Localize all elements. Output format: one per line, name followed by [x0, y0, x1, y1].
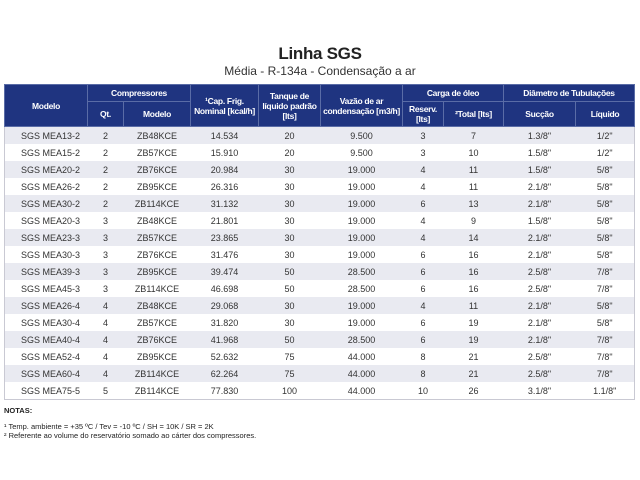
cell-cap-frig: 29.068 — [191, 297, 259, 314]
table-row — [5, 382, 635, 400]
cell-succao: 3.1/8" — [504, 382, 576, 400]
cell-reserv: 4 — [403, 229, 444, 246]
cell-total: 26 — [444, 382, 504, 400]
cell-succao: 1.5/8" — [504, 212, 576, 229]
cell-tanque: 75 — [259, 348, 321, 365]
cell-compressor-model: ZB48KCE — [124, 297, 191, 314]
table-row — [5, 161, 635, 178]
cell-cap-frig: 20.984 — [191, 161, 259, 178]
cell-succao: 2.1/8" — [504, 246, 576, 263]
cell-model: SGS MEA20-3 — [5, 212, 88, 229]
cell-qt: 3 — [88, 263, 124, 280]
cell-vazao: 9.500 — [321, 144, 403, 161]
header-vazao: Vazão de ar condensação [m3/h] — [321, 85, 403, 127]
cell-model: SGS MEA30-4 — [5, 314, 88, 331]
cell-liquido: 5/8" — [576, 178, 635, 195]
cell-compressor-model: ZB114KCE — [124, 280, 191, 297]
header-reserv: Reserv. [lts] — [403, 102, 444, 127]
cell-model: SGS MEA26-4 — [5, 297, 88, 314]
cell-total: 21 — [444, 365, 504, 382]
cell-vazao: 19.000 — [321, 229, 403, 246]
cell-reserv: 6 — [403, 280, 444, 297]
table-row — [5, 127, 635, 145]
header-compressores: Compressores — [88, 85, 191, 102]
cell-vazao: 44.000 — [321, 348, 403, 365]
cell-compressor-model: ZB48KCE — [124, 212, 191, 229]
cell-compressor-model: ZB95KCE — [124, 263, 191, 280]
cell-reserv: 8 — [403, 365, 444, 382]
cell-tanque: 30 — [259, 195, 321, 212]
header-comp-modelo: Modelo — [124, 102, 191, 127]
cell-compressor-model: ZB114KCE — [124, 195, 191, 212]
cell-model: SGS MEA52-4 — [5, 348, 88, 365]
cell-reserv: 4 — [403, 178, 444, 195]
cell-reserv: 3 — [403, 127, 444, 145]
note-2: ² Referente ao volume do reservatório somado ao cárter dos compressores. — [4, 431, 257, 440]
cell-liquido: 7/8" — [576, 280, 635, 297]
cell-liquido: 5/8" — [576, 195, 635, 212]
cell-reserv: 6 — [403, 263, 444, 280]
cell-tanque: 30 — [259, 212, 321, 229]
cell-compressor-model: ZB95KCE — [124, 348, 191, 365]
cell-model: SGS MEA26-2 — [5, 178, 88, 195]
cell-succao: 2.1/8" — [504, 195, 576, 212]
cell-total: 13 — [444, 195, 504, 212]
cell-qt: 2 — [88, 178, 124, 195]
cell-tanque: 75 — [259, 365, 321, 382]
cell-compressor-model: ZB114KCE — [124, 365, 191, 382]
cell-qt: 4 — [88, 331, 124, 348]
cell-reserv: 4 — [403, 212, 444, 229]
cell-succao: 2.1/8" — [504, 178, 576, 195]
cell-compressor-model: ZB57KCE — [124, 229, 191, 246]
cell-reserv: 6 — [403, 195, 444, 212]
cell-tanque: 50 — [259, 280, 321, 297]
cell-tanque: 30 — [259, 229, 321, 246]
cell-total: 11 — [444, 161, 504, 178]
cell-tanque: 30 — [259, 161, 321, 178]
cell-liquido: 1/2" — [576, 144, 635, 161]
cell-total: 7 — [444, 127, 504, 145]
cell-compressor-model: ZB114KCE — [124, 382, 191, 400]
cell-total: 11 — [444, 297, 504, 314]
cell-vazao: 28.500 — [321, 263, 403, 280]
cell-tanque: 20 — [259, 127, 321, 145]
header-modelo: Modelo — [5, 85, 88, 127]
cell-compressor-model: ZB57KCE — [124, 144, 191, 161]
cell-succao: 1.5/8" — [504, 144, 576, 161]
cell-succao: 2.1/8" — [504, 331, 576, 348]
cell-total: 19 — [444, 314, 504, 331]
header-succao: Sucção — [504, 102, 576, 127]
cell-vazao: 19.000 — [321, 246, 403, 263]
table-row — [5, 348, 635, 365]
cell-qt: 4 — [88, 297, 124, 314]
cell-compressor-model: ZB57KCE — [124, 314, 191, 331]
table-row — [5, 229, 635, 246]
specs-table — [4, 84, 635, 400]
cell-vazao: 9.500 — [321, 127, 403, 145]
cell-compressor-model: ZB76KCE — [124, 161, 191, 178]
notes-section — [4, 406, 256, 440]
page-title: Linha SGS — [278, 44, 362, 63]
cell-succao: 2.5/8" — [504, 280, 576, 297]
cell-model: SGS MEA40-4 — [5, 331, 88, 348]
cell-total: 11 — [444, 178, 504, 195]
cell-compressor-model: ZB76KCE — [124, 331, 191, 348]
cell-total: 19 — [444, 331, 504, 348]
cell-succao: 2.5/8" — [504, 365, 576, 382]
cell-reserv: 10 — [403, 382, 444, 400]
cell-liquido: 7/8" — [576, 348, 635, 365]
cell-cap-frig: 77.830 — [191, 382, 259, 400]
cell-liquido: 7/8" — [576, 263, 635, 280]
cell-total: 16 — [444, 280, 504, 297]
cell-tanque: 50 — [259, 331, 321, 348]
cell-model: SGS MEA45-3 — [5, 280, 88, 297]
cell-reserv: 6 — [403, 331, 444, 348]
header-diametro: Diâmetro de Tubulações — [504, 85, 635, 102]
cell-vazao: 19.000 — [321, 212, 403, 229]
cell-tanque: 30 — [259, 297, 321, 314]
header-liquido: Líquido — [576, 102, 635, 127]
cell-cap-frig: 21.801 — [191, 212, 259, 229]
note-1: ¹ Temp. ambiente = +35 ºC / Tev = -10 ºC / SH = 10K / SR = 2K — [4, 422, 214, 431]
cell-reserv: 8 — [403, 348, 444, 365]
cell-vazao: 19.000 — [321, 297, 403, 314]
cell-qt: 2 — [88, 127, 124, 145]
cell-vazao: 19.000 — [321, 178, 403, 195]
table-row — [5, 144, 635, 161]
cell-model: SGS MEA39-3 — [5, 263, 88, 280]
cell-tanque: 50 — [259, 263, 321, 280]
cell-total: 10 — [444, 144, 504, 161]
cell-liquido: 5/8" — [576, 246, 635, 263]
cell-cap-frig: 46.698 — [191, 280, 259, 297]
cell-cap-frig: 39.474 — [191, 263, 259, 280]
cell-reserv: 4 — [403, 161, 444, 178]
cell-tanque: 100 — [259, 382, 321, 400]
cell-liquido: 1/2" — [576, 127, 635, 145]
cell-qt: 4 — [88, 348, 124, 365]
cell-cap-frig: 52.632 — [191, 348, 259, 365]
cell-liquido: 1.1/8" — [576, 382, 635, 400]
cell-qt: 3 — [88, 229, 124, 246]
table-row — [5, 195, 635, 212]
header-cap-frig: ¹Cap. Frig. Nominal [kcal/h] — [191, 85, 259, 127]
cell-succao: 2.5/8" — [504, 348, 576, 365]
cell-total: 21 — [444, 348, 504, 365]
cell-succao: 2.1/8" — [504, 314, 576, 331]
table-row — [5, 246, 635, 263]
cell-vazao: 19.000 — [321, 195, 403, 212]
cell-compressor-model: ZB95KCE — [124, 178, 191, 195]
cell-compressor-model: ZB48KCE — [124, 127, 191, 145]
header-carga-oleo: Carga de óleo — [403, 85, 504, 102]
cell-qt: 4 — [88, 314, 124, 331]
cell-reserv: 6 — [403, 246, 444, 263]
table-row — [5, 280, 635, 297]
table-row — [5, 297, 635, 314]
cell-tanque: 30 — [259, 246, 321, 263]
cell-qt: 3 — [88, 246, 124, 263]
header-tanque: Tanque de líquido padrão [lts] — [259, 85, 321, 127]
cell-liquido: 5/8" — [576, 229, 635, 246]
table-row — [5, 178, 635, 195]
cell-qt: 2 — [88, 195, 124, 212]
cell-succao: 1.3/8" — [504, 127, 576, 145]
cell-reserv: 4 — [403, 297, 444, 314]
cell-model: SGS MEA15-2 — [5, 144, 88, 161]
cell-cap-frig: 31.476 — [191, 246, 259, 263]
cell-tanque: 30 — [259, 178, 321, 195]
cell-model: SGS MEA20-2 — [5, 161, 88, 178]
cell-vazao: 28.500 — [321, 280, 403, 297]
notes-heading: NOTAS: — [4, 406, 33, 415]
cell-vazao: 44.000 — [321, 382, 403, 400]
cell-liquido: 5/8" — [576, 212, 635, 229]
cell-qt: 2 — [88, 161, 124, 178]
cell-liquido: 5/8" — [576, 161, 635, 178]
cell-total: 16 — [444, 263, 504, 280]
cell-qt: 5 — [88, 382, 124, 400]
cell-liquido: 7/8" — [576, 331, 635, 348]
cell-vazao: 19.000 — [321, 314, 403, 331]
cell-tanque: 20 — [259, 144, 321, 161]
cell-tanque: 30 — [259, 314, 321, 331]
cell-liquido: 5/8" — [576, 314, 635, 331]
table-row — [5, 314, 635, 331]
cell-vazao: 28.500 — [321, 331, 403, 348]
cell-succao: 2.1/8" — [504, 297, 576, 314]
cell-reserv: 6 — [403, 314, 444, 331]
header-qt: Qt. — [88, 102, 124, 127]
cell-cap-frig: 15.910 — [191, 144, 259, 161]
cell-succao: 2.1/8" — [504, 229, 576, 246]
cell-qt: 2 — [88, 144, 124, 161]
cell-cap-frig: 62.264 — [191, 365, 259, 382]
cell-model: SGS MEA60-4 — [5, 365, 88, 382]
table-row — [5, 331, 635, 348]
cell-qt: 4 — [88, 365, 124, 382]
cell-total: 9 — [444, 212, 504, 229]
cell-model: SGS MEA75-5 — [5, 382, 88, 400]
cell-cap-frig: 31.820 — [191, 314, 259, 331]
cell-total: 14 — [444, 229, 504, 246]
cell-cap-frig: 41.968 — [191, 331, 259, 348]
table-row — [5, 365, 635, 382]
cell-model: SGS MEA30-3 — [5, 246, 88, 263]
cell-cap-frig: 26.316 — [191, 178, 259, 195]
cell-qt: 3 — [88, 212, 124, 229]
cell-cap-frig: 23.865 — [191, 229, 259, 246]
page-subtitle: Média - R-134a - Condensação a ar — [224, 64, 416, 78]
header-total: ²Total [lts] — [444, 102, 504, 127]
cell-total: 16 — [444, 246, 504, 263]
cell-cap-frig: 14.534 — [191, 127, 259, 145]
cell-succao: 1.5/8" — [504, 161, 576, 178]
table-body — [5, 127, 635, 400]
cell-model: SGS MEA30-2 — [5, 195, 88, 212]
table-row — [5, 212, 635, 229]
cell-cap-frig: 31.132 — [191, 195, 259, 212]
table-row — [5, 263, 635, 280]
cell-vazao: 19.000 — [321, 161, 403, 178]
cell-model: SGS MEA23-3 — [5, 229, 88, 246]
cell-qt: 3 — [88, 280, 124, 297]
cell-reserv: 3 — [403, 144, 444, 161]
cell-vazao: 44.000 — [321, 365, 403, 382]
cell-model: SGS MEA13-2 — [5, 127, 88, 145]
cell-succao: 2.5/8" — [504, 263, 576, 280]
cell-liquido: 5/8" — [576, 297, 635, 314]
cell-liquido: 7/8" — [576, 365, 635, 382]
cell-compressor-model: ZB76KCE — [124, 246, 191, 263]
